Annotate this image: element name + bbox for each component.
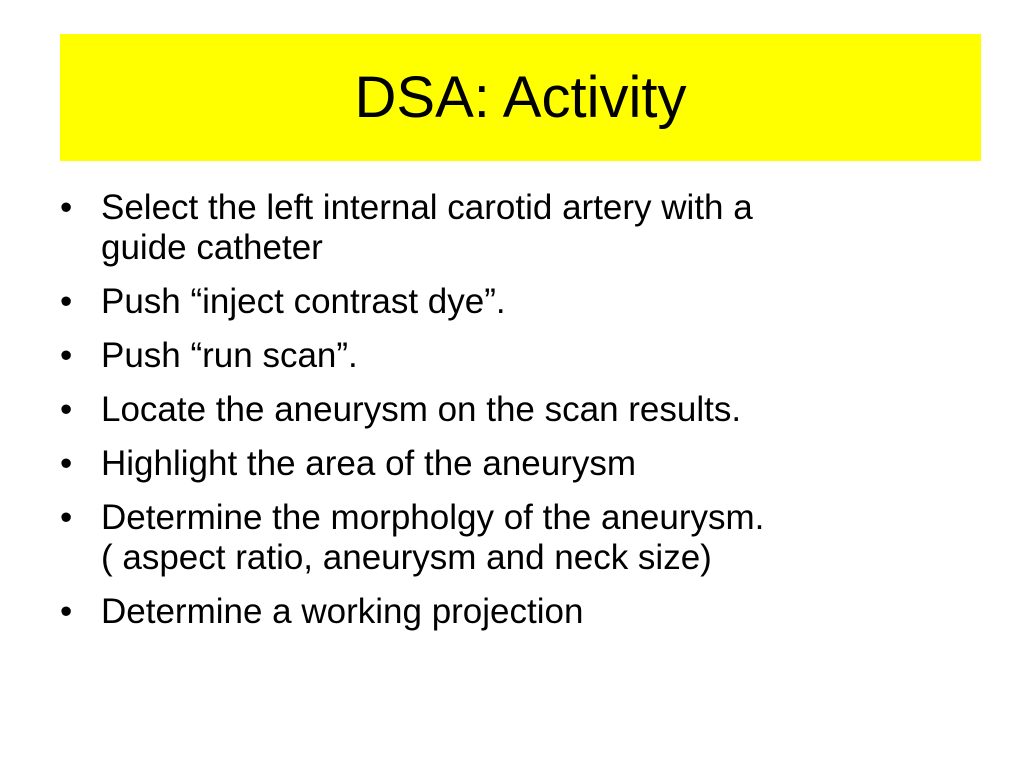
bullet-text-line: Locate the aneurysm on the scan results. <box>101 390 742 429</box>
bullet-text-line: guide catheter <box>101 228 323 267</box>
title-banner <box>60 34 981 161</box>
bullet-text-line: Select the left internal carotid artery with a <box>101 188 753 227</box>
bullet-dot-icon: • <box>60 498 73 537</box>
slide-title: DSA: Activity <box>354 64 687 130</box>
bullet-list <box>60 188 990 646</box>
bullet-text-line: Determine a working projection <box>101 592 584 631</box>
bullet-dot-icon: • <box>60 188 73 227</box>
bullet-item <box>60 390 990 430</box>
bullet-text-line: ( aspect ratio, aneurysm and neck size) <box>101 538 712 577</box>
bullet-dot-icon: • <box>60 592 73 631</box>
bullet-text-line: Push “inject contrast dye”. <box>101 282 506 321</box>
bullet-item <box>60 188 990 268</box>
bullet-item <box>60 282 990 322</box>
bullet-dot-icon: • <box>60 282 73 321</box>
bullet-dot-icon: • <box>60 336 73 375</box>
bullet-item <box>60 336 990 376</box>
bullet-text-line: Push “run scan”. <box>101 336 358 375</box>
bullet-dot-icon: • <box>60 444 73 483</box>
bullet-dot-icon: • <box>60 390 73 429</box>
bullet-text-line: Highlight the area of the aneurysm <box>101 444 637 483</box>
bullet-item <box>60 498 990 578</box>
bullet-item <box>60 592 990 632</box>
bullet-item <box>60 444 990 484</box>
bullet-text-line: Determine the morpholgy of the aneurysm. <box>101 498 765 537</box>
